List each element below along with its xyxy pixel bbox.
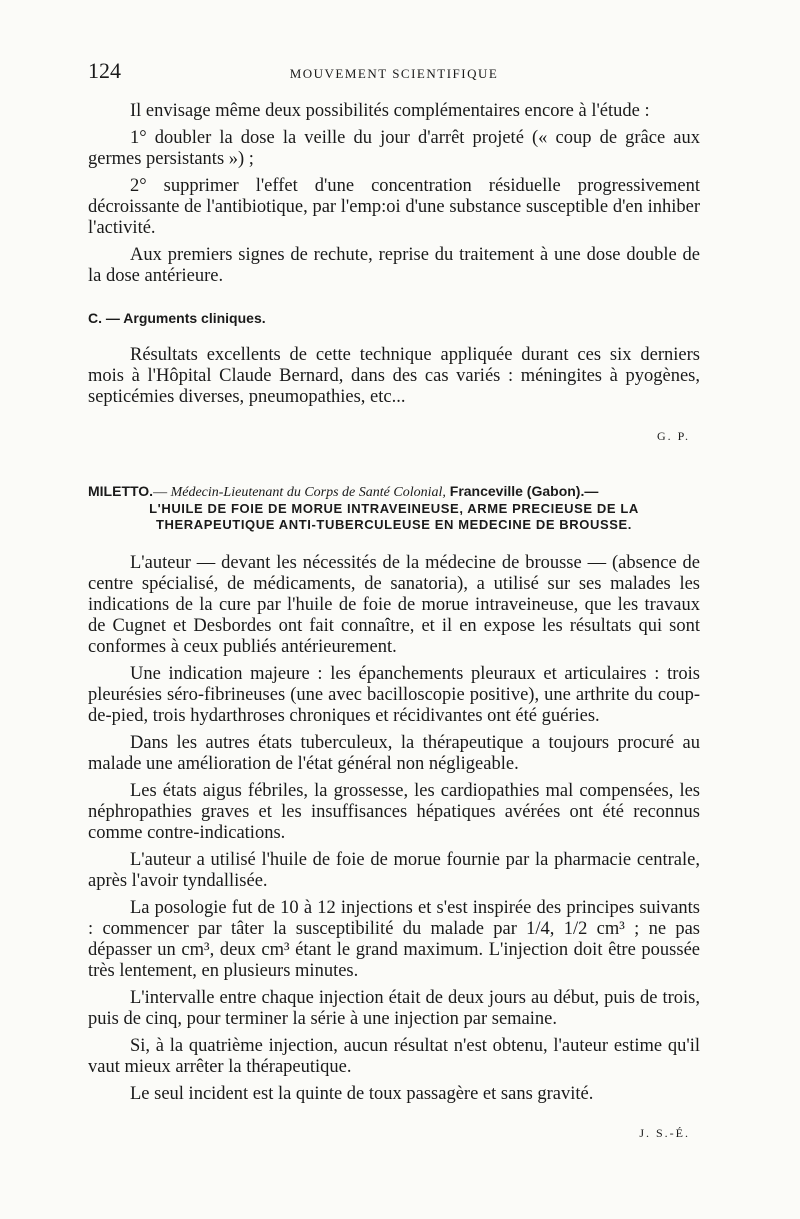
review-paragraph: Les états aigus fébriles, la grossesse, les cardiopathies mal compensées, les néphropathies graves et les insuffisances hépatiques avérées ont été reconnus comme contre-indications. <box>88 781 700 843</box>
review-paragraph: Le seul incident est la quinte de toux passagère et sans gravité. <box>130 1084 594 1104</box>
paragraph: Résultats excellents de cette technique appliquée durant ces six derniers mois à l'Hôpital Claude Bernard, dans des cas variés : méningites à pyogènes, septicémies diverses, pneumopathies, etc... <box>88 345 700 407</box>
review-title: L'HUILE DE FOIE DE MORUE INTRAVEINEUSE, ARME PRECIEUSE DE LA THERAPEUTIQUE ANTI-TUBERCULEUSE EN MEDECINE DE BROUSSE. <box>149 501 639 532</box>
review-author: MILETTO. <box>88 483 154 499</box>
author-signature: G. P. <box>656 429 690 443</box>
review-paragraph: L'auteur a utilisé l'huile de foie de morue fournie par la pharmacie centrale, après l'avoir tyndallisée. <box>88 850 700 891</box>
page-number: 124 <box>88 58 121 83</box>
paragraph: Il envisage même deux possibilités complémentaires encore à l'étude : <box>130 101 650 121</box>
review-affiliation: Médecin-Lieutenant du Corps de Santé Colonial, <box>170 485 446 500</box>
page <box>88 56 700 1144</box>
review-place: Franceville (Gabon).— <box>445 483 599 499</box>
review-dash: — <box>153 485 171 500</box>
page-header <box>88 56 700 86</box>
review-paragraph: L'auteur — devant les nécessités de la médecine de brousse — (absence de centre spécialisé, de médicaments, de sanatoria), a utilisé sur ses malades les indications de la cure par l'huile de foie de morue intraveineuse, que les travaux de Cugnet et Desbordes ont fait connaître, et il en expose les résultats qui sont conformes à ceux publiés antérieurement. <box>88 553 700 657</box>
review-paragraph: Une indication majeure : les épanchements pleuraux et articulaires : trois pleurésies séro-fibrineuses (une avec bacilloscopie positive), une arthrite du coup-de-pied, trois hydarthroses chroniques et récidivantes ont été guéries. <box>88 664 700 726</box>
review-paragraph: Si, à la quatrième injection, aucun résultat n'est obtenu, l'auteur estime qu'il vaut mieux arrêter la thérapeutique. <box>88 1036 700 1077</box>
section-heading: C. — Arguments cliniques. <box>88 310 266 326</box>
running-title: MOUVEMENT SCIENTIFIQUE <box>289 66 499 81</box>
review-paragraph: La posologie fut de 10 à 12 injections et s'est inspirée des principes suivants : commencer par tâter la susceptibilité du malade par 1/4, 1/2 cm³ ; ne pas dépasser un cm³, deux cm³ étant le grand maximum. L'injection doit être poussée très lentement, en plusieurs minutes. <box>88 898 700 981</box>
paragraph: 1° doubler la dose la veille du jour d'arrêt projeté (« coup de grâce aux germes persistants ») ; <box>88 128 700 169</box>
review-paragraph: Dans les autres états tuberculeux, la thérapeutique a toujours procuré au malade une amélioration de l'état général non négligeable. <box>88 733 700 774</box>
review-header <box>88 483 700 501</box>
paragraph: Aux premiers signes de rechute, reprise du traitement à une dose double de la dose antérieure. <box>88 245 700 286</box>
paragraph: 2° supprimer l'effet d'une concentration résiduelle progressivement décroissante de l'antibiotique, par l'emp:oi d'une substance susceptible d'en inhiber l'activité. <box>88 176 700 238</box>
review-paragraph: L'intervalle entre chaque injection était de deux jours au début, puis de trois, puis de cinq, pour terminer la série à une injection par semaine. <box>88 988 700 1029</box>
review-signature: J. S.-É. <box>639 1126 690 1140</box>
